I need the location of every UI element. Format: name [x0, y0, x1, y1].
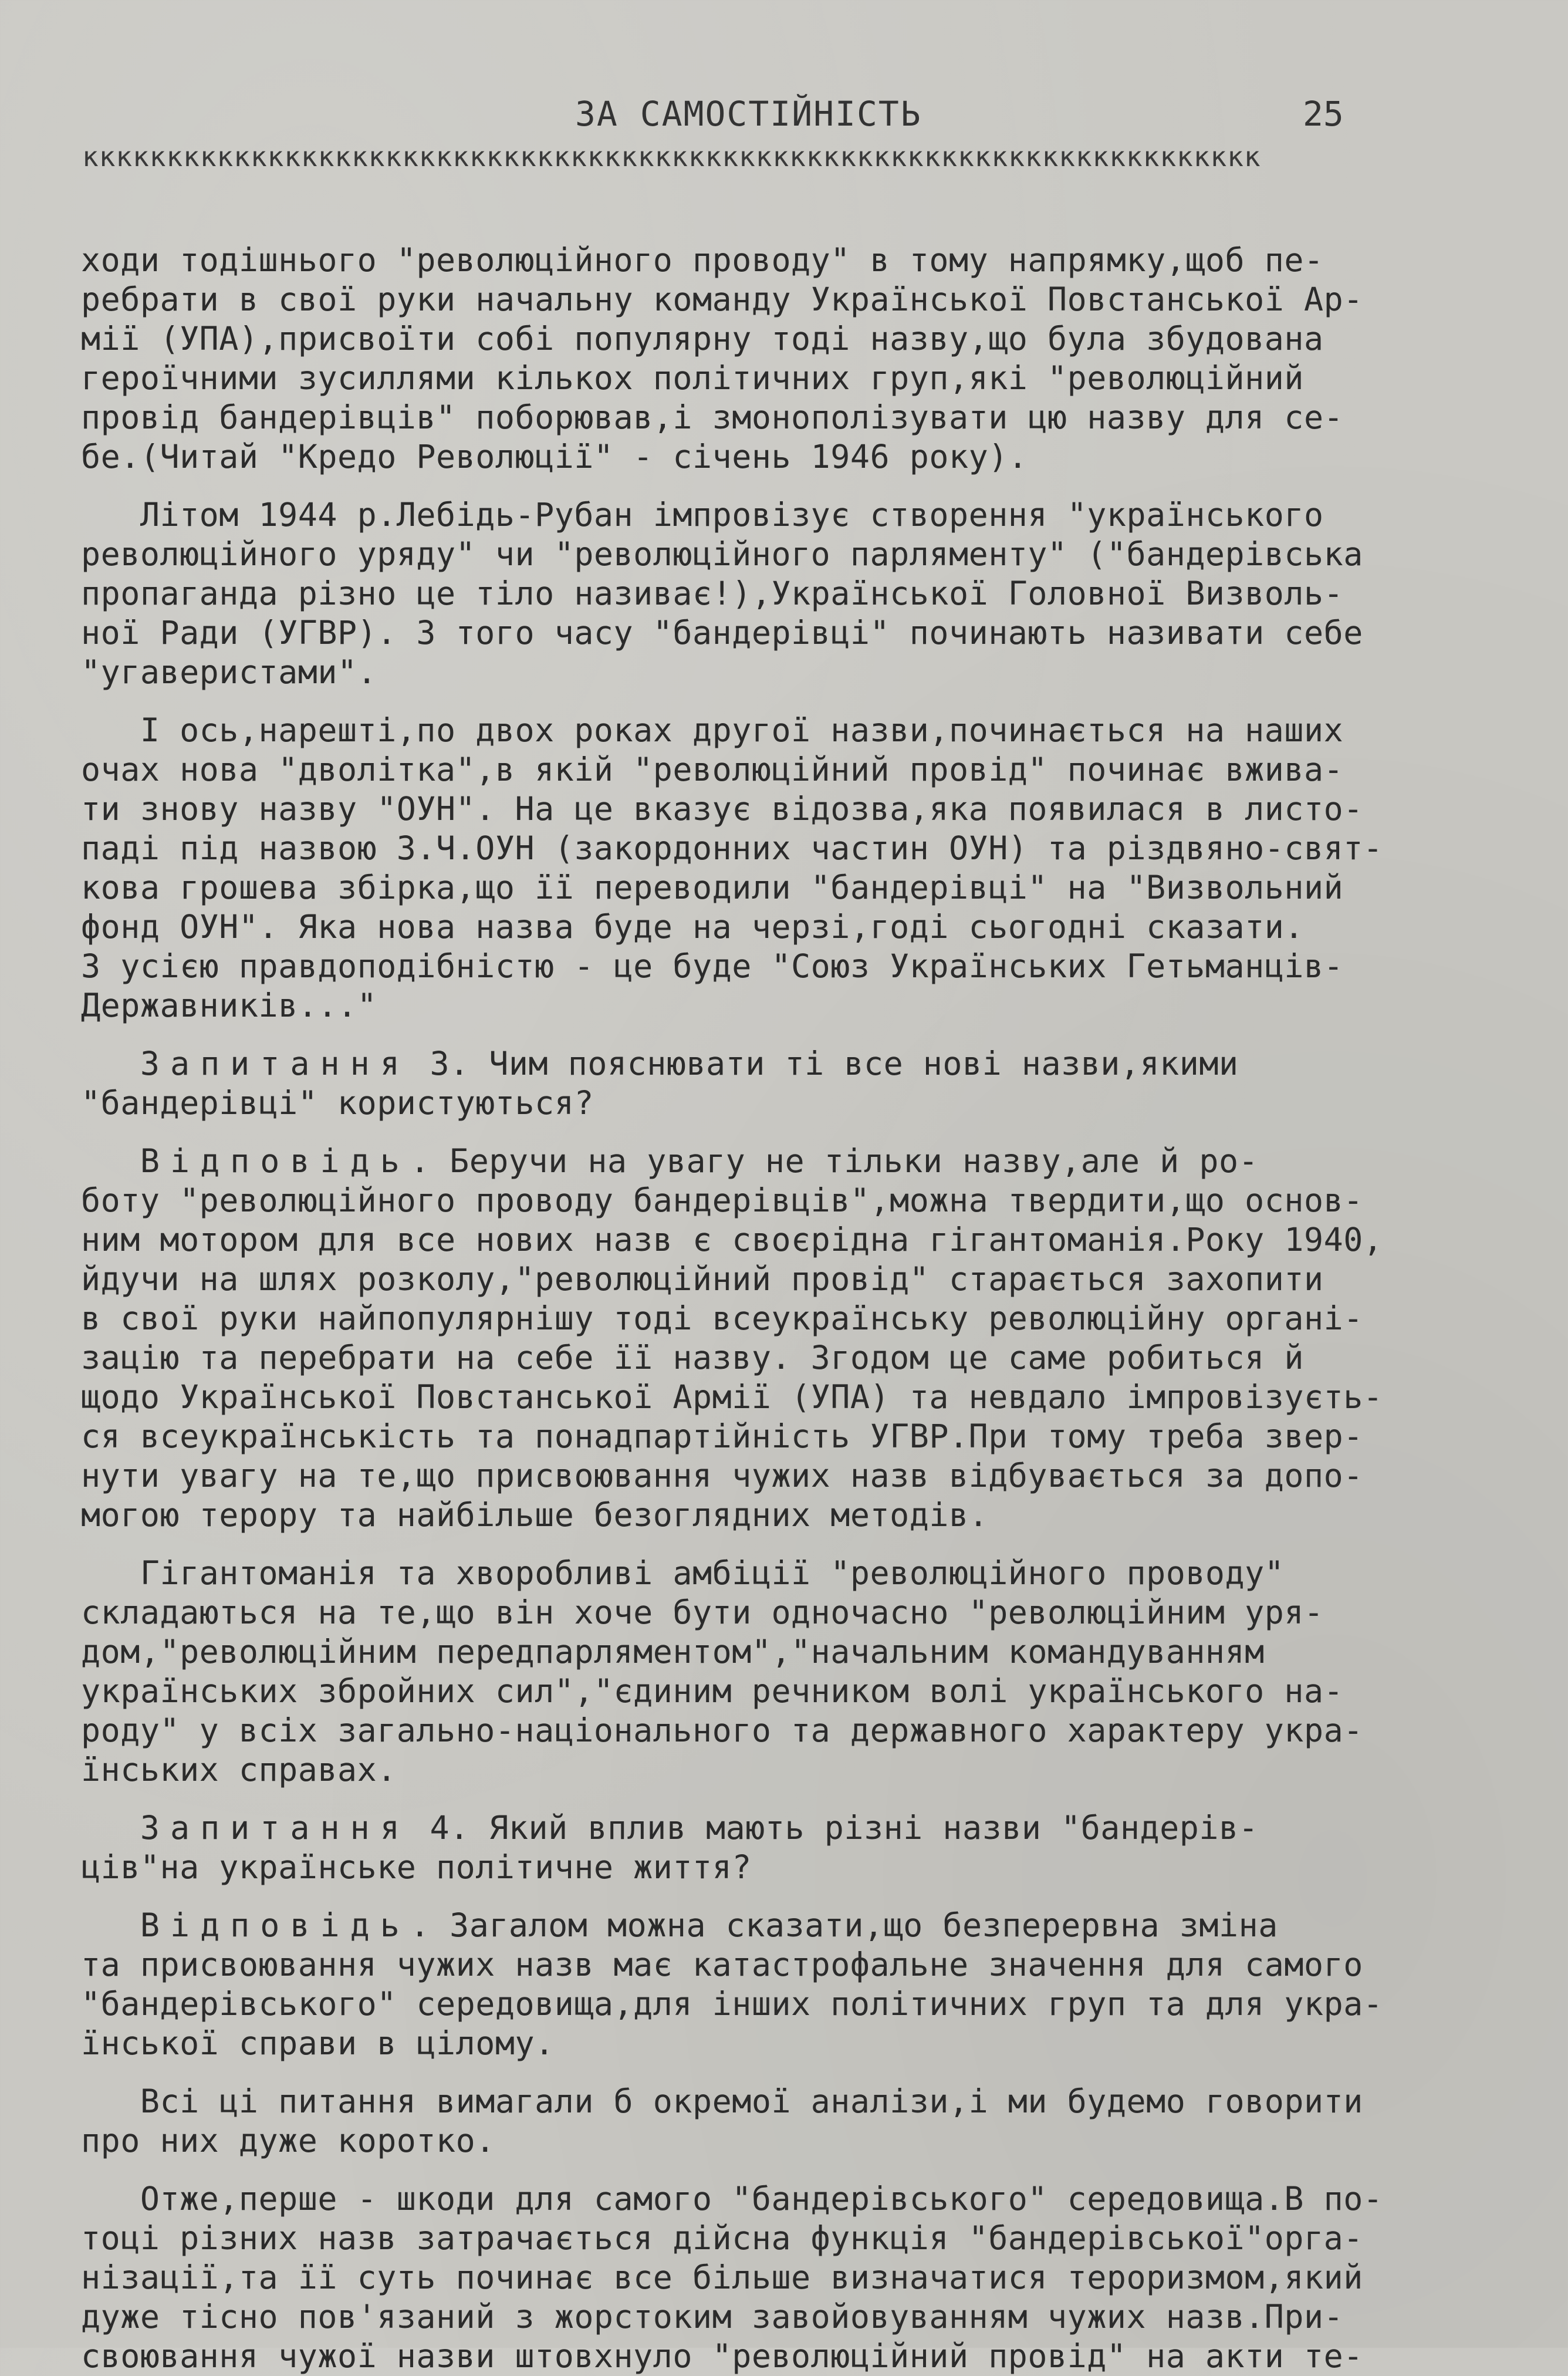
text-line: боту "революційного проводу бандерівців",можна твердити,що основ- — [81, 1182, 1363, 1219]
header-separator: кккккккккккккккккккккккккккккккккккккккккккккккккккккккккккккккккккккк — [82, 141, 1261, 173]
text-line: Отже,перше - шкоди для самого "бандерівського" середовища.В по- — [81, 2180, 1383, 2218]
text-line: про них дуже коротко. — [81, 2122, 495, 2159]
question-label: Запитання — [140, 1809, 410, 1847]
text-line: "бандерівського" середовища,для інших політичних груп та для укра- — [81, 1985, 1383, 2023]
text-line: дом,"революційним передпарляментом","начальним командуванням — [81, 1633, 1265, 1670]
text-line: їнських справах. — [81, 1751, 397, 1788]
text-line: ребрати в свої руки начальну команду Української Повстанської Ар- — [81, 281, 1363, 318]
text-line: українських збройних сил","єдиним речником волі українського на- — [81, 1672, 1344, 1710]
text-line: ходи тодішнього "революційного проводу" в тому напрямку,щоб пе- — [81, 241, 1324, 279]
question-paragraph — [81, 1808, 1501, 1887]
text-line: Гігантоманія та хворобливі амбіції "революційного проводу" — [81, 1554, 1285, 1592]
text-line: героїчними зусиллями кількох політичних груп,які "революційний — [81, 359, 1304, 397]
page-number: 25 — [1303, 94, 1344, 134]
text-line: З усією правдоподібністю - це буде "Союз Українських Гетьманців- — [81, 947, 1344, 985]
text-line: та присвоювання чужих назв має катастрофальне значення для самого — [81, 1946, 1363, 1983]
page-header — [82, 94, 1420, 141]
text-line: І ось,нарешті,по двох роках другої назви,починається на наших — [81, 711, 1344, 749]
answer-label: Відповідь — [140, 1906, 410, 1944]
text-line: фонд ОУН". Яка нова назва буде на черзі,годі сьогодні сказати. — [81, 908, 1304, 946]
text-line: очах нова "дволітка",в якій "революційний провід" починає вжива- — [81, 751, 1344, 788]
text-line: Державників..." — [81, 987, 377, 1024]
question-paragraph — [81, 1044, 1501, 1123]
paragraph — [81, 2082, 1501, 2161]
text-line: кова грошева збірка,що її переводили "бандерівці" на "Визвольний — [81, 869, 1344, 906]
text-line: Літом 1944 р.Лебідь-Рубан імпровізує створення "українського — [81, 496, 1324, 534]
body-text — [81, 241, 1501, 2376]
text-line: провід бандерівців" поборював,і змонополізувати цю назву для се- — [81, 399, 1344, 436]
paragraph — [81, 711, 1501, 1025]
header-title: ЗА САМОСТІЙНІСТЬ — [575, 94, 922, 134]
text-line: їнської справи в цілому. — [81, 2024, 555, 2062]
text-line: зацію та перебрати на себе її назву. Згодом це саме робиться й — [81, 1339, 1304, 1376]
text-line: своювання чужої назви штовхнуло "революційний провід" на акти те- — [81, 2337, 1363, 2375]
text-line: мії (УПА),присвоїти собі популярну тоді назву,що була збудована — [81, 320, 1324, 357]
text-line: Відповідь. Загалом можна сказати,що безперервна зміна — [140, 1906, 1278, 1944]
text-line: ців"на українське політичне життя? — [81, 1848, 752, 1886]
text-line: паді під назвою З.Ч.ОУН (закордонних частин ОУН) та різдвяно-свят- — [81, 829, 1383, 867]
text-line: Всі ці питання вимагали б окремої аналізи,і ми будемо говорити — [81, 2083, 1363, 2120]
text-line: в свої руки найпопулярнішу тоді всеукраїнську революційну органі- — [81, 1300, 1363, 1337]
text-line: щодо Української Повстанської Армії (УПА) та невдало імпровізуєть- — [81, 1378, 1383, 1416]
text-line: пропаганда різно це тіло називає!),Української Головної Визволь- — [81, 575, 1344, 612]
text-line: "угаверистами". — [81, 653, 377, 691]
text-line: Відповідь. Беручи на увагу не тільки назву,але й ро- — [140, 1142, 1259, 1180]
text-line: Запитання 4. Який вплив мають різні назви "бандерів- — [140, 1809, 1259, 1847]
text-line: могою терору та найбільше безоглядних методів. — [81, 1496, 989, 1534]
text-line: йдучи на шлях розколу,"революційний провід" старається захопити — [81, 1260, 1324, 1298]
text-line: Запитання 3. Чим пояснювати ті все нові назви,якими — [140, 1045, 1239, 1082]
answer-label: Відповідь — [140, 1142, 410, 1180]
text-line: складаються на те,що він хоче бути одночасно "революційним уря- — [81, 1594, 1324, 1631]
text-line: "бандерівці" користуються? — [81, 1084, 594, 1122]
text-line: ної Ради (УГВР). З того часу "бандерівці" починають називати себе — [81, 614, 1363, 652]
paragraph — [81, 2179, 1501, 2376]
paragraph — [81, 1554, 1501, 1790]
paragraph — [81, 495, 1501, 692]
text-line: ти знову назву "ОУН". На це вказує відозва,яка появилася в листо- — [81, 790, 1363, 828]
text-line: бе.(Читай "Кредо Революції" - січень 1946 року). — [81, 438, 1028, 475]
text-line: тоці різних назв затрачається дійсна функція "бандерівської"орга- — [81, 2219, 1363, 2257]
text-line: роду" у всіх загально-національного та державного характеру укра- — [81, 1712, 1363, 1749]
question-label: Запитання — [140, 1045, 410, 1082]
text-line: ним мотором для все нових назв є своєрідна гігантоманія.Року 1940, — [81, 1221, 1383, 1258]
answer-paragraph — [81, 1906, 1501, 2063]
text-line: нізації,та її суть починає все більше визначатися тероризмом,який — [81, 2259, 1363, 2296]
answer-paragraph — [81, 1142, 1501, 1535]
text-line: революційного уряду" чи "революційного парляменту" ("бандерівська — [81, 535, 1363, 573]
text-line: ся всеукраїнськість та понадпартійність УГВР.При тому треба звер- — [81, 1418, 1363, 1455]
text-line: дуже тісно пов'язаний з жорстоким завойовуванням чужих назв.При- — [81, 2298, 1344, 2336]
text-line: нути увагу на те,що присвоювання чужих назв відбувається за допо- — [81, 1457, 1363, 1494]
paragraph — [81, 241, 1501, 477]
